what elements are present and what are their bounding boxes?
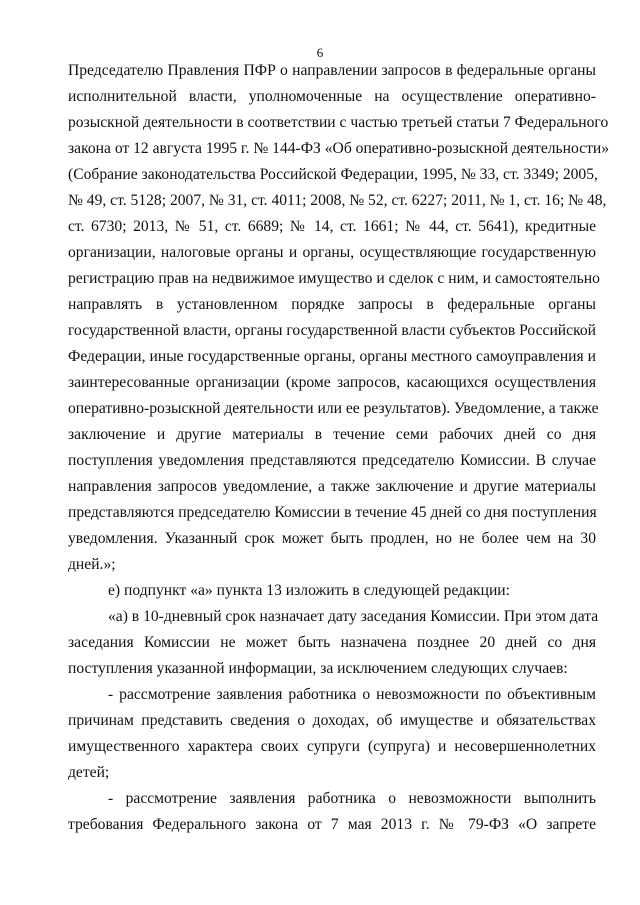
text-line: ст. 6730; 2013, № 51, ст. 6689; № 14, ст. 1661; № 44, ст. 5641), кредитные bbox=[68, 218, 596, 235]
text-line: поступления уведомления представляются председателю Комиссии. В случае bbox=[68, 452, 596, 469]
page-number: 6 bbox=[316, 45, 324, 60]
text-line: представляются председателю Комиссии в течение 45 дней со дня поступления bbox=[68, 504, 597, 521]
text-line: закона от 12 августа 1995 г. № 144-ФЗ «Об оперативно-розыскной деятельности» bbox=[68, 140, 610, 157]
text-line: направлять в установленном порядке запросы в федеральные органы bbox=[68, 296, 596, 313]
text-line: розыскной деятельности в соответствии с частью третьей статьи 7 Федерального bbox=[68, 114, 609, 131]
text-line: № 49, ст. 5128; 2007, № 31, ст. 4011; 2008, № 52, ст. 6227; 2011, № 1, ст. 16; № 48, bbox=[68, 192, 607, 209]
text-line: поступления указанной информации, за исключением следующих случаев: bbox=[68, 660, 568, 677]
text-line: «а) в 10-дневный срок назначает дату заседания Комиссии. При этом дата bbox=[108, 608, 599, 625]
text-line: причинам представить сведения о доходах, об имуществе и обязательствах bbox=[68, 712, 596, 729]
text-line: организации, налоговые органы и органы, осуществляющие государственную bbox=[68, 244, 596, 261]
text-line: - рассмотрение заявления работника о невозможности выполнить bbox=[108, 790, 596, 807]
text-line: Председателю Правления ПФР о направлении запросов в федеральные органы bbox=[68, 62, 596, 79]
text-line: заседания Комиссии не может быть назначена позднее 20 дней со дня bbox=[68, 634, 596, 651]
text-line: заинтересованные организации (кроме запросов, касающихся осуществления bbox=[68, 374, 596, 391]
text-line: направления запросов уведомление, а также заключение и другие материалы bbox=[68, 478, 596, 495]
text-line: (Собрание законодательства Российской Федерации, 1995, № 33, ст. 3349; 2005, bbox=[68, 166, 598, 183]
text-line: детей; bbox=[68, 764, 110, 781]
text-line: дней.»; bbox=[68, 556, 116, 573]
text-line: имущественного характера своих супруги (супруга) и несовершеннолетних bbox=[68, 738, 596, 755]
text-line: е) подпункт «а» пункта 13 изложить в следующей редакции: bbox=[108, 582, 510, 599]
text-line: уведомления. Указанный срок может быть продлен, но не более чем на 30 bbox=[68, 530, 596, 547]
text-line: заключение и другие материалы в течение семи рабочих дней со дня bbox=[68, 426, 596, 443]
text-line: регистрацию прав на недвижимое имущество и сделок с ним, и самостоятельно bbox=[68, 270, 600, 287]
text-line: исполнительной власти, уполномоченные на осуществление оперативно- bbox=[68, 88, 596, 105]
text-line: - рассмотрение заявления работника о невозможности по объективным bbox=[108, 686, 596, 703]
text-line: государственной власти, органы государственной власти субъектов Российской bbox=[68, 322, 597, 339]
text-line: требования Федерального закона от 7 мая 2013 г. № 79-ФЗ «О запрете bbox=[68, 816, 596, 833]
text-line: оперативно-розыскной деятельности или ее результатов). Уведомление, а также bbox=[68, 400, 599, 417]
text-line: Федерации, иные государственные органы, органы местного самоуправления и bbox=[68, 348, 596, 365]
